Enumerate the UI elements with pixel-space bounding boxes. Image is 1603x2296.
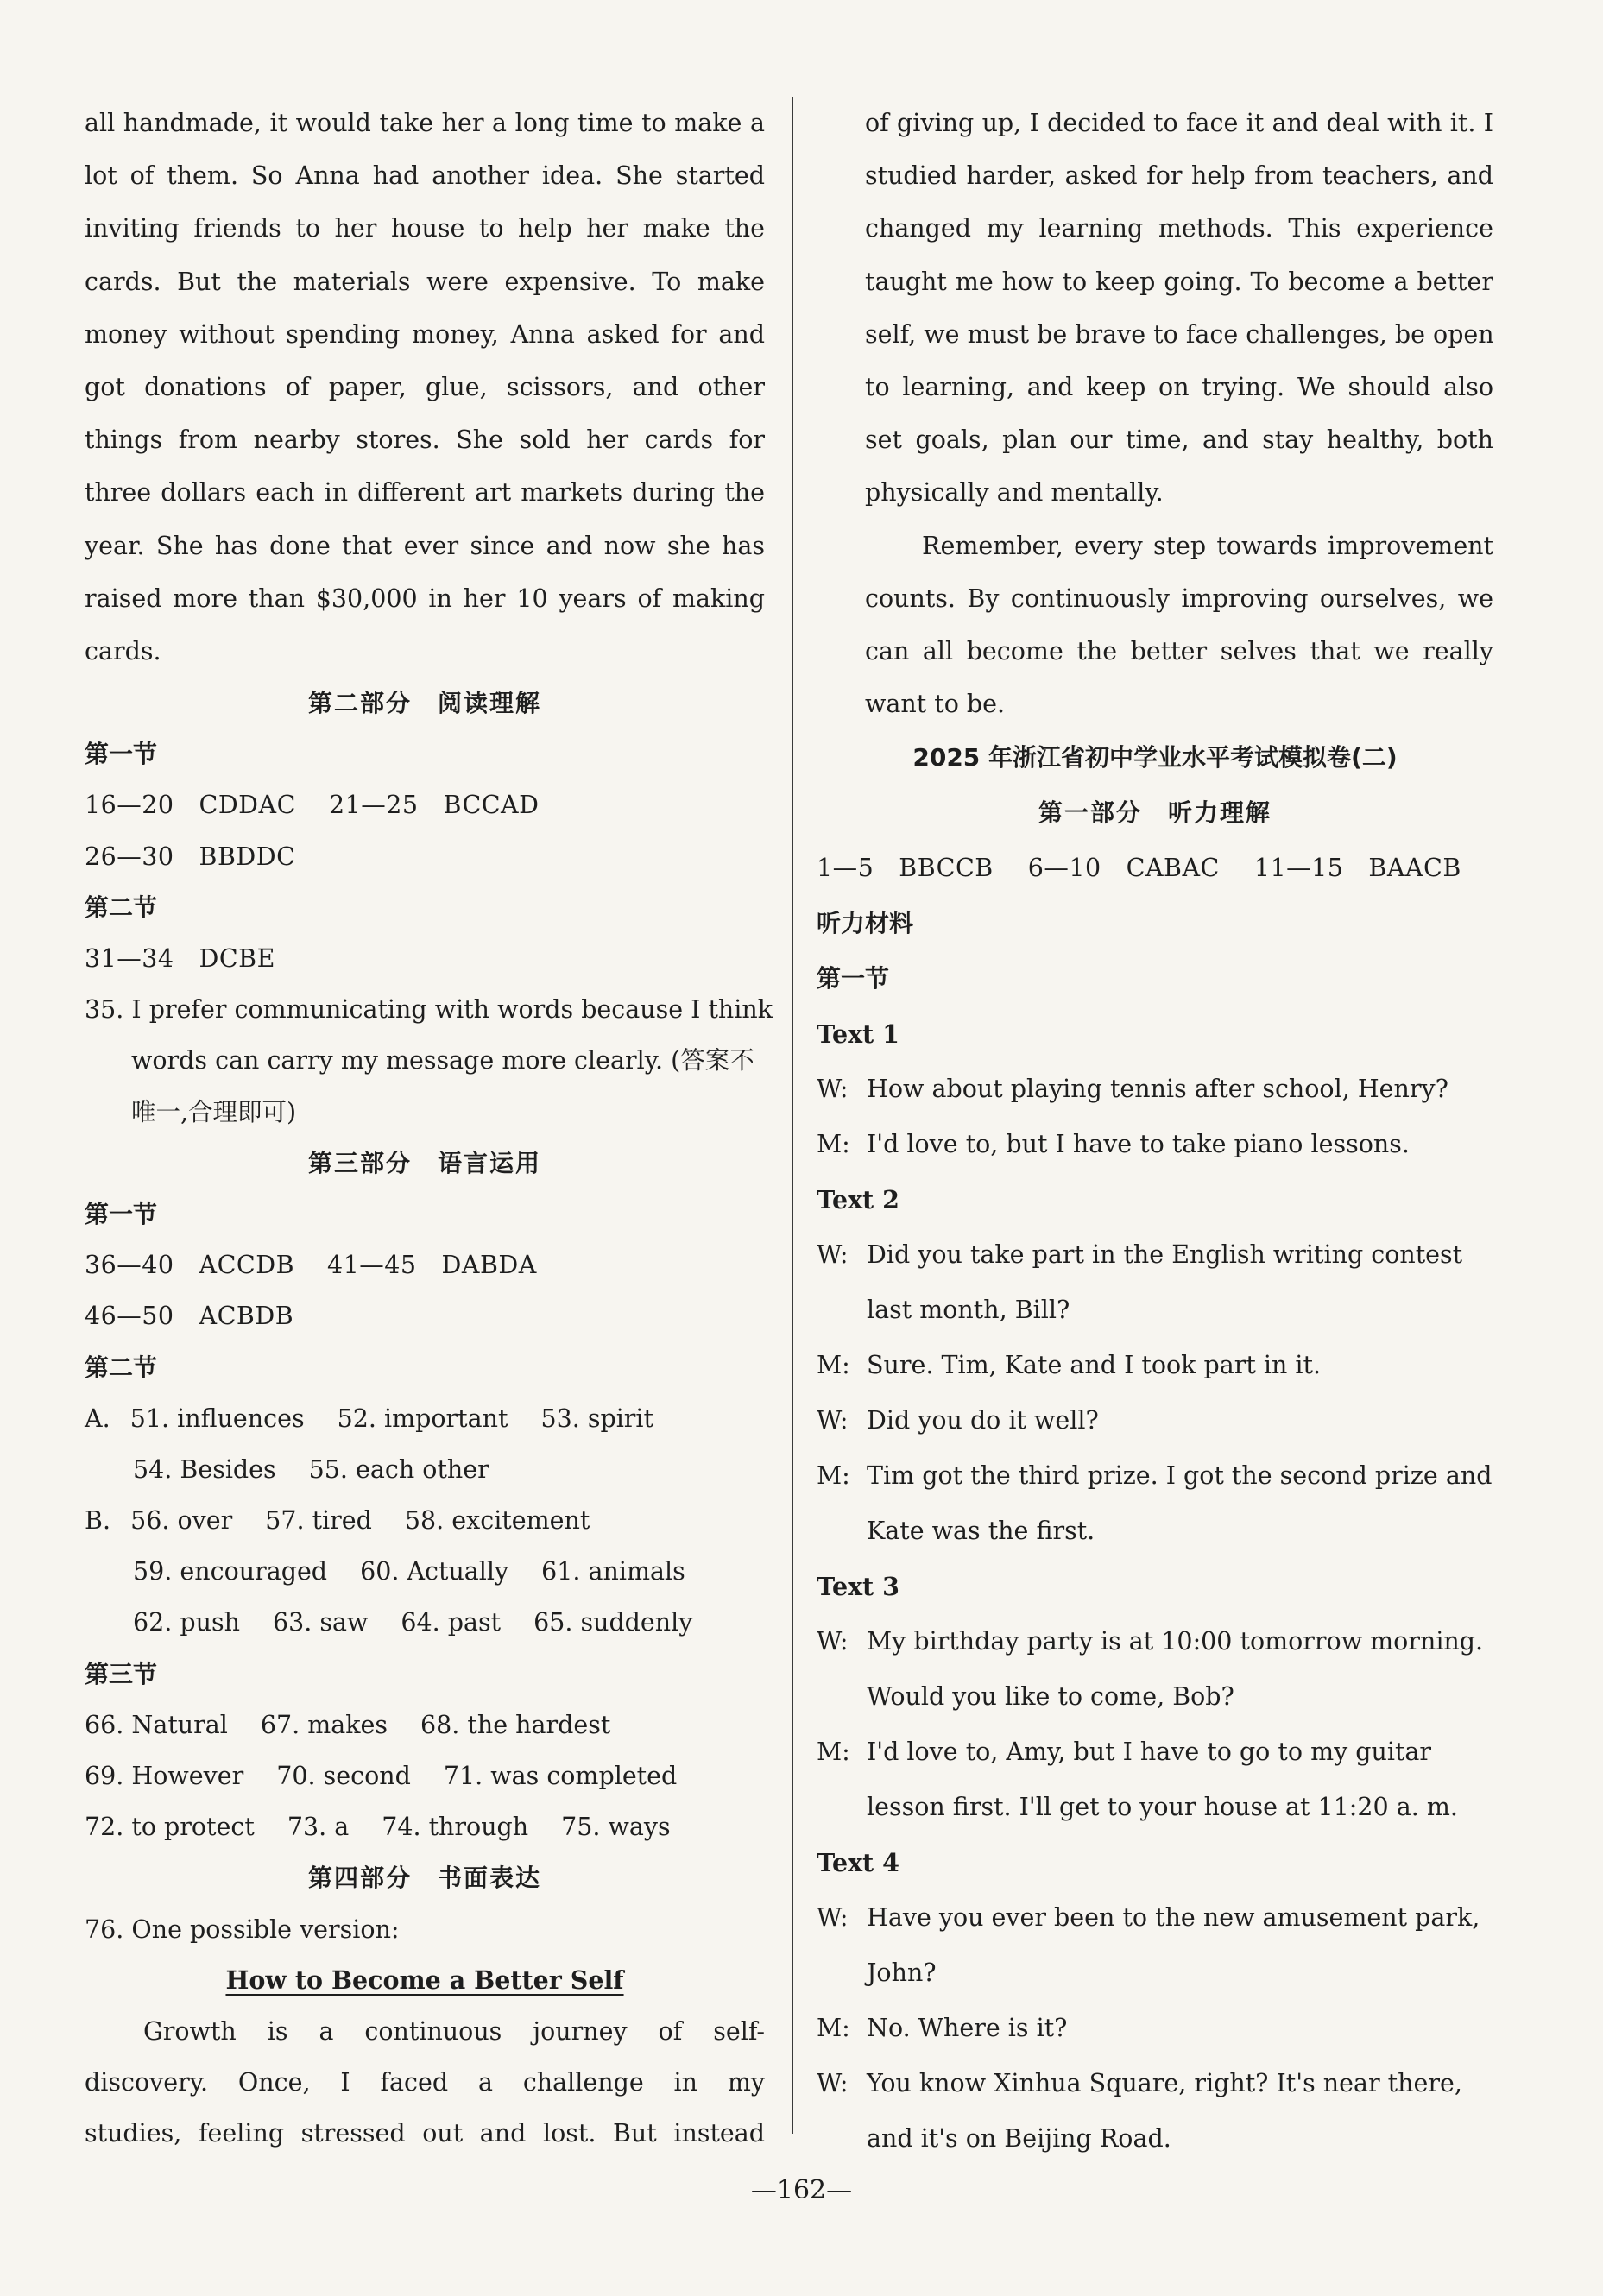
answer-item: 65. suddenly bbox=[533, 1608, 693, 1637]
answer-line: 46—50 ACBDB bbox=[85, 1302, 294, 1331]
q76-intro: 76. One possible version: bbox=[85, 1914, 400, 1944]
answer-item: 68. the hardest bbox=[420, 1710, 611, 1739]
answer-item: 71. was completed bbox=[443, 1762, 678, 1790]
group-label: A. bbox=[85, 1403, 110, 1433]
answer-group: 16—20 CDDAC bbox=[85, 791, 296, 820]
group-label: B. bbox=[85, 1506, 111, 1536]
speaker: M: bbox=[817, 2014, 850, 2043]
left-column bbox=[85, 97, 773, 2160]
story-line: inviting friends to her house to help her make the bbox=[85, 214, 765, 243]
essay-line: to learning, and keep on trying. We should also bbox=[865, 372, 1493, 401]
answer-group: 36—40 ACCDB bbox=[85, 1251, 295, 1280]
dialogue-line: W: How about playing tennis after school, Henry? bbox=[817, 1062, 1493, 1117]
q35-answer: 唯一,合理即可) bbox=[131, 1097, 297, 1126]
story-line: year. She has done that ever since and now she has bbox=[85, 531, 765, 560]
answer-group: 21—25 BCCAD bbox=[328, 791, 540, 820]
dialogue-line: M: Sure. Tim, Kate and I took part in it. bbox=[817, 1338, 1493, 1393]
speaker: M: bbox=[817, 1351, 850, 1380]
part1-heading: 第一部分 听力理解 bbox=[1038, 798, 1272, 828]
exam-title: 2025 年浙江省初中学业水平考试模拟卷(二) bbox=[912, 743, 1398, 773]
text-label: Text 1 bbox=[817, 1019, 899, 1050]
answer-item: 52. important bbox=[337, 1403, 508, 1433]
story-line: things from nearby stores. She sold her cards for bbox=[85, 426, 765, 455]
essay-line: want to be. bbox=[865, 690, 1006, 719]
answer-item: 55. each other bbox=[308, 1454, 489, 1484]
answer-group: 11—15 BAACB bbox=[1253, 854, 1461, 883]
dialogue-line: last month, Bill? bbox=[867, 1296, 1070, 1325]
dialogue-line: W: You know Xinhua Square, right? It's near there, bbox=[817, 2056, 1493, 2111]
answer-group: 6—10 CABAC bbox=[1027, 854, 1220, 883]
answer-line bbox=[85, 1239, 765, 1290]
essay-line: changed my learning methods. This experience bbox=[865, 214, 1493, 243]
answer-line: 31—34 DCBE bbox=[85, 944, 275, 973]
essay-line: of giving up, I decided to face it and deal with it. I bbox=[865, 109, 1493, 137]
section-label: 第一节 bbox=[817, 964, 890, 993]
essay-title bbox=[85, 1955, 765, 2006]
dialogue-line: W: Did you do it well? bbox=[817, 1393, 1493, 1448]
page-number: —162— bbox=[750, 2175, 853, 2205]
story-line: raised more than $30,000 in her 10 years of making bbox=[85, 583, 765, 613]
dialogue-line: and it's on Beijing Road. bbox=[867, 2124, 1171, 2154]
story-line: three dollars each in different art markets during the bbox=[85, 478, 765, 508]
answer-line bbox=[85, 779, 765, 830]
story-line: all handmade, it would take her a long time to make a bbox=[85, 109, 765, 137]
answer-line bbox=[85, 1700, 765, 1750]
dialogue-line: M: I'd love to, Amy, but I have to go to my guitar bbox=[817, 1725, 1493, 1780]
essay-line: taught me how to keep going. To become a better bbox=[865, 267, 1493, 296]
answer-item: 66. Natural bbox=[85, 1710, 228, 1739]
q35-answer: words can carry my message more clearly. (答案不 bbox=[131, 1046, 754, 1075]
dialogue-line: M: No. Where is it? bbox=[817, 2001, 1493, 2056]
dialogue-line: W: My birthday party is at 10:00 tomorrow morning. bbox=[817, 1614, 1493, 1669]
answer-item: 54. Besides bbox=[133, 1454, 276, 1484]
part3-heading: 第三部分 语言运用 bbox=[307, 1148, 541, 1177]
answer-line bbox=[817, 841, 1493, 896]
essay-line: Growth is a continuous journey of self- bbox=[143, 2016, 765, 2046]
essay-line: can all become the better selves that we really bbox=[865, 636, 1493, 665]
materials-label: 听力材料 bbox=[817, 909, 914, 938]
answer-item: 74. through bbox=[382, 1813, 529, 1842]
answer-item: 62. push bbox=[133, 1608, 240, 1637]
dialogue-line: lesson first. I'll get to your house at 11:20 a. m. bbox=[867, 1793, 1458, 1822]
answer-line bbox=[85, 1750, 765, 1801]
answer-line bbox=[85, 1597, 765, 1648]
essay-line: self, we must be brave to face challenges, be open bbox=[865, 319, 1494, 349]
answer-item: 56. over bbox=[130, 1506, 233, 1536]
speaker: W: bbox=[817, 1627, 849, 1656]
story-line: got donations of paper, glue, scissors, and other bbox=[85, 372, 765, 401]
speaker: W: bbox=[817, 1406, 849, 1435]
part4-heading: 第四部分 书面表达 bbox=[307, 1864, 541, 1893]
answer-item: 67. makes bbox=[260, 1710, 388, 1739]
story-line: lot of them. So Anna had another idea. She started bbox=[85, 161, 765, 191]
answer-line bbox=[85, 1393, 765, 1444]
answer-line bbox=[85, 1495, 765, 1546]
speaker: W: bbox=[817, 1240, 849, 1270]
section-label: 第一节 bbox=[85, 1199, 158, 1228]
speaker: M: bbox=[817, 1461, 850, 1491]
essay-title-text: How to Become a Better Self bbox=[225, 1965, 624, 1995]
essay-line: studies, feeling stressed out and lost. But instead bbox=[85, 2119, 765, 2148]
answer-item: 73. a bbox=[287, 1813, 350, 1842]
text-label: Text 2 bbox=[817, 1185, 899, 1215]
part2-heading: 第二部分 阅读理解 bbox=[307, 689, 541, 718]
answer-group: 41—45 DABDA bbox=[327, 1251, 537, 1280]
answer-item: 63. saw bbox=[272, 1608, 369, 1637]
answer-item: 69. However bbox=[85, 1762, 244, 1790]
right-column bbox=[817, 97, 1493, 2167]
speaker: M: bbox=[817, 1130, 850, 1159]
answer-line bbox=[85, 1801, 765, 1852]
section-label: 第二节 bbox=[85, 1353, 158, 1382]
q35-answer: 35. I prefer communicating with words because I think bbox=[85, 995, 773, 1025]
essay-line: counts. By continuously improving ourselves, we bbox=[865, 583, 1493, 613]
story-line: money without spending money, Anna asked for and bbox=[85, 319, 765, 349]
speaker: M: bbox=[817, 1738, 850, 1767]
text-label: Text 4 bbox=[817, 1848, 899, 1878]
dialogue-line: M: I'd love to, but I have to take piano lessons. bbox=[817, 1117, 1493, 1172]
essay-line: discovery. Once, I faced a challenge in my bbox=[85, 2068, 765, 2097]
essay-line: physically and mentally. bbox=[865, 478, 1164, 508]
dialogue-line: W: Did you take part in the English writing contest bbox=[817, 1227, 1493, 1283]
answer-item: 64. past bbox=[401, 1608, 502, 1637]
dialogue-line: M: Tim got the third prize. I got the second prize and bbox=[817, 1448, 1493, 1504]
speaker: W: bbox=[817, 1903, 849, 1933]
section-label: 第二节 bbox=[85, 893, 158, 922]
answer-item: 60. Actually bbox=[360, 1557, 509, 1586]
answer-item: 70. second bbox=[276, 1762, 411, 1790]
dialogue-line: John? bbox=[867, 1959, 937, 1988]
dialogue-line: W: Have you ever been to the new amusement park, bbox=[817, 1890, 1493, 1946]
text-label: Text 3 bbox=[817, 1572, 899, 1602]
answer-item: 58. excitement bbox=[404, 1506, 590, 1536]
essay-line: Remember, every step towards improvement bbox=[922, 531, 1493, 560]
answer-line: 26—30 BBDDC bbox=[85, 842, 296, 871]
answer-line bbox=[85, 1444, 765, 1495]
speaker: W: bbox=[817, 1075, 849, 1104]
section-label: 第三节 bbox=[85, 1659, 158, 1688]
story-line: cards. bbox=[85, 636, 161, 665]
essay-line: set goals, plan our time, and stay healthy, both bbox=[865, 426, 1493, 455]
dialogue-line: Kate was the first. bbox=[867, 1517, 1095, 1546]
answer-item: 51. influences bbox=[129, 1403, 305, 1433]
answer-line bbox=[85, 1546, 765, 1597]
column-divider bbox=[792, 97, 793, 2134]
answer-group: 1—5 BBCCB bbox=[817, 854, 994, 883]
speaker: W: bbox=[817, 2069, 849, 2098]
answer-item: 59. encouraged bbox=[133, 1557, 328, 1586]
answer-item: 72. to protect bbox=[85, 1813, 255, 1842]
section-label: 第一节 bbox=[85, 740, 158, 769]
story-line: cards. But the materials were expensive. To make bbox=[85, 267, 765, 296]
answer-item: 53. spirit bbox=[540, 1403, 653, 1433]
answer-item: 75. ways bbox=[561, 1813, 671, 1842]
answer-item: 61. animals bbox=[541, 1557, 685, 1586]
essay-line: studied harder, asked for help from teachers, and bbox=[865, 161, 1493, 191]
dialogue-line: Would you like to come, Bob? bbox=[867, 1682, 1234, 1712]
answer-item: 57. tired bbox=[265, 1506, 372, 1536]
